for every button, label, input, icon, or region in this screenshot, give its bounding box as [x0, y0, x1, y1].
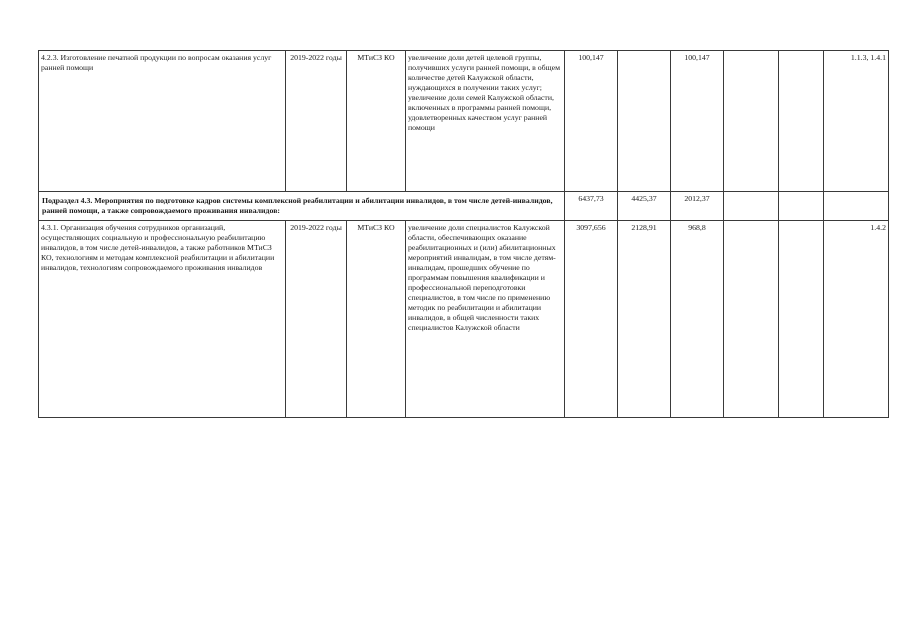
- section-total-cell: 6437,73: [565, 192, 618, 221]
- section-value-cell: 4425,37: [618, 192, 671, 221]
- section-title: Подраздел 4.3. Мероприятия по подготовке кадров системы комплексной реабилитации и абилитации инвалидов, в том числе детей-инвалидов, ранней помощи, а также сопровождаемого проживания инвалидов:: [39, 192, 565, 221]
- value-cell: [618, 51, 671, 192]
- value-cell: [779, 51, 824, 192]
- indicator-code-cell: 1.1.3, 1.4.1: [824, 51, 889, 192]
- result-cell: [406, 220, 565, 417]
- empty-cell: [824, 192, 889, 221]
- measure-name-cell: 4.2.3. Изготовление печатной продукции по вопросам оказания услуг ранней помощи: [39, 51, 286, 192]
- period-cell: 2019-2022 годы: [286, 51, 347, 192]
- empty-cell: [779, 192, 824, 221]
- measure-name-cell: 4.3.1. Организация обучения сотрудников организаций, осуществляющих социальную и профессиональную реабилитацию инвалидов, в том числе детей-инвалидов, а также работников МТиСЗ КО, технологиям и методам комплексной реабилитации и абилитации инвалидов, технологиям сопровождаемого проживания инвалидов: [39, 220, 286, 417]
- result-line: увеличение доли детей целевой группы, получивших услуги ранней помощи, в общем количестве детей Калужской области, нуждающихся в получении таких услуг;: [408, 53, 561, 92]
- value-cell: 968,8: [671, 220, 724, 417]
- indicator-code-cell: 1.4.2: [824, 220, 889, 417]
- result-line: увеличение доли специалистов Калужской области, обеспечивающих оказание реабилитационных и (или) абилитационных мероприятий инвалидам, в том числе детям-инвалидам, прошедших обучение по программам повышения квалификации и профессиональной переподготовки специалистов, в том числе по применению методик по реабилитации и абилитации инвалидов, в общей численности таких специалистов Калужской области: [408, 222, 556, 332]
- value-cell: [724, 220, 779, 417]
- executor-cell: МТиСЗ КО: [347, 51, 406, 192]
- value-cell: [724, 51, 779, 192]
- empty-cell: [724, 192, 779, 221]
- total-cell: 3097,656: [565, 220, 618, 417]
- value-cell: 2128,91: [618, 220, 671, 417]
- program-measures-table: [38, 50, 889, 418]
- result-cell: [406, 51, 565, 192]
- executor-cell: МТиСЗ КО: [347, 220, 406, 417]
- result-line: увеличение доли семей Калужской области, включенных в программы ранней помощи, удовлетворенных качеством услуг ранней помощи: [408, 92, 554, 132]
- table-row: [39, 51, 889, 192]
- section-value-cell: 2012,37: [671, 192, 724, 221]
- total-cell: 100,147: [565, 51, 618, 192]
- table-row: [39, 220, 889, 417]
- section-row: [39, 192, 889, 221]
- period-cell: 2019-2022 годы: [286, 220, 347, 417]
- value-cell: [779, 220, 824, 417]
- value-cell: 100,147: [671, 51, 724, 192]
